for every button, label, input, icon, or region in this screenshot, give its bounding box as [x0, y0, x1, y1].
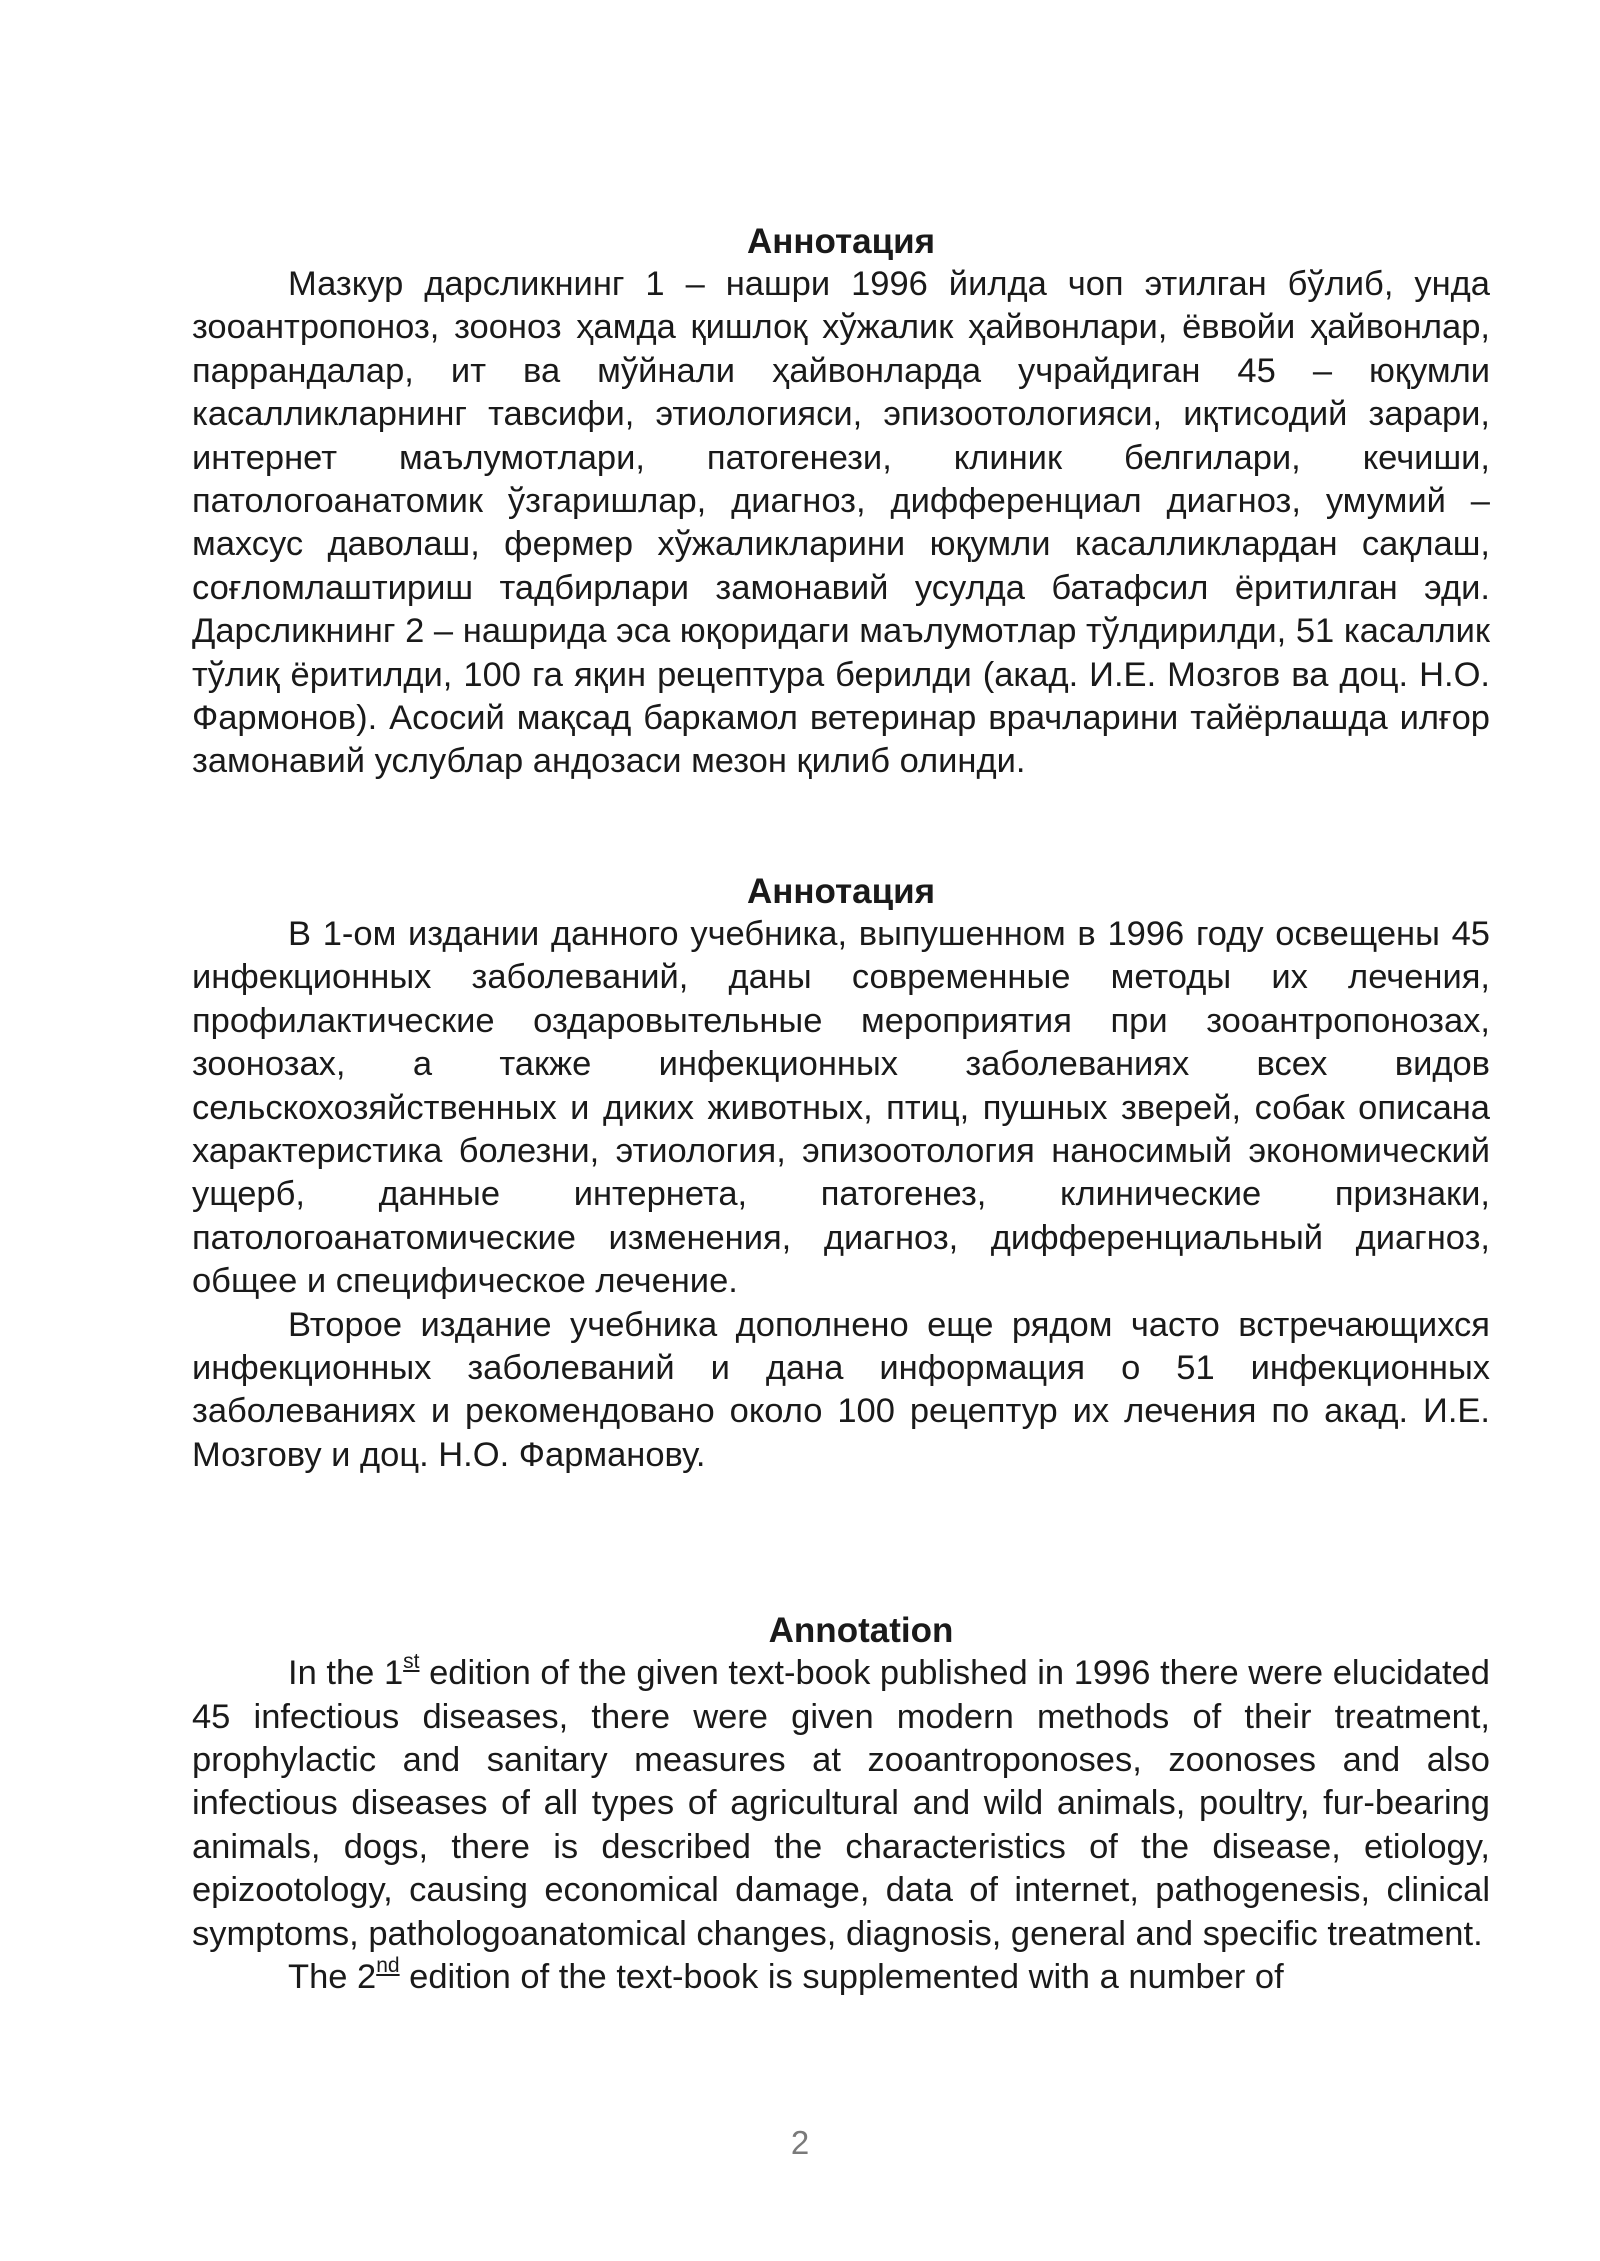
annotation-heading-russian: Аннотация — [746, 871, 936, 911]
paragraph-english-1-rest: edition of the given text-book published in 1996 there were elucidated 45 infectious diseases, there were given modern methods of their treatment, prophylactic and sanitary measures at zooantroponoses, zoonoses and also infectious diseases of all types of agricultural and wild animals, poultry, fur-bearing animals, dogs, there is described the characteristics of the disease, etiology, epizootology, causing economical damage, data of internet, pathogenesis, clinical symptoms, pathologoanatomical changes, diagnosis, general and specific treatment. — [192, 1654, 1490, 1953]
annotation-heading-uzbek: Аннотация — [746, 222, 936, 261]
paragraph-english-2-rest: edition of the text-book is supplemented with a number of — [399, 1958, 1284, 1996]
annotation-paragraph-russian-2: Второе издание учебника дополнено еще рядом часто встречающихся инфекционных заболеваний и дана информация о 51 инфекционных заболеваниях и рекомендовано около 100 рецептур их лечения по акад. И.Е. Мозгову и доц. Н.О. Фарманову. — [192, 1305, 1490, 1474]
annotation-russian — [192, 870, 1490, 1477]
ordinal-superscript-nd: nd — [376, 1953, 400, 1977]
paragraph-english-2-start: The 2 — [288, 1958, 377, 1996]
page-number: 2 — [790, 2124, 810, 2161]
paragraph-english-1-start: In the 1 — [288, 1654, 404, 1693]
annotation-paragraph-russian-1: В 1-ом издании данного учебника, выпушенном в 1996 году освещены 45 инфекционных заболеваний, даны современные методы их лечения, профилактические оздаровытельные мероприятия при зооантропонозах, зоонозах, а также инфекционных заболеваниях всех видов сельскохозяйственных и диких животных, птиц, пушных зверей, собак описана характеристика болезни, этиология, эпизоотология наносимый экономический ущерб, данные интернета, патогенез, клинические признаки, патологоанатомические изменения, диагноз, дифференциальный диагноз, общее и специфическое лечение. — [192, 914, 1490, 1301]
annotation-english — [192, 1609, 1490, 1999]
annotation-uzbek — [192, 220, 1490, 784]
annotation-paragraph-english-1 — [192, 1649, 1490, 1956]
document-page — [192, 220, 1490, 1999]
ordinal-superscript-st: st — [403, 1649, 420, 1673]
annotation-paragraph-uzbek: Мазкур дарсликнинг 1 – нашри 1996 йилда чоп этилган бўлиб, унда зооантропоноз, зооноз ҳамда қишлоқ хўжалик ҳайвонлари, ёввойи ҳайвонлар, паррандалар, ит ва мўйнали ҳайвонларда учрайдиган 45 – юқумли касалликларнинг тавсифи, этиологияси, эпизоотологияси, иқтисодий зарари, интернет маълумотлари, патогенези, клиник белгилари, кечиши, патологоанатомик ўзгаришлар, диагноз, дифференциал диагноз, умумий – махсус даволаш, фермер хўжаликларини юқумли касалликлардан сақлаш, соғломлаштириш тадбирлари замонавий усулда батафсил ёритилган эди. Дарсликнинг 2 – нашрида эса юқоридаги маълумотлар тўлдирилди, 51 касаллик тўлиқ ёритилди, 100 га яқин рецептура берилди (акад. И.Е. Мозгов ва доц. Н.О. Фармонов). Асосий мақсад баркамол ветеринар врачларини тайёрлашда илғор замонавий услублар андозаси мезон қилиб олинди. — [192, 265, 1490, 781]
annotation-heading-english: Annotation — [768, 1611, 954, 1651]
annotation-paragraph-english-2 — [192, 1953, 1490, 1999]
